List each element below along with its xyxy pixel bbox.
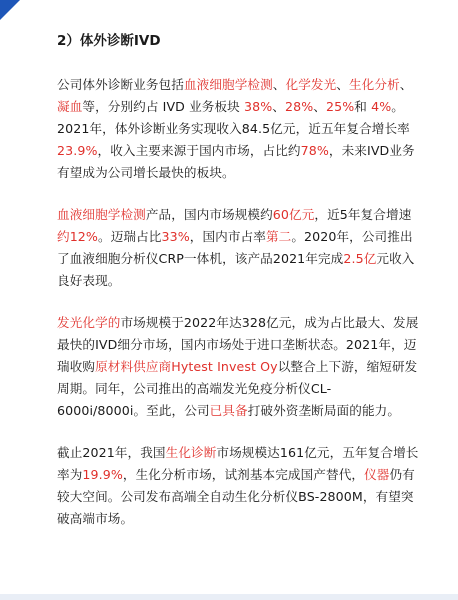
highlighted-text: 78% bbox=[300, 143, 329, 158]
paragraph-3 bbox=[57, 312, 419, 422]
section-heading: 2）体外诊断IVD bbox=[57, 33, 161, 49]
paragraph-2 bbox=[57, 204, 419, 292]
highlighted-text: 33% bbox=[161, 229, 190, 244]
body-text: 公司体外诊断业务包括 bbox=[57, 77, 184, 92]
highlighted-text: 23.9% bbox=[57, 143, 98, 158]
highlighted-text: 约12% bbox=[57, 229, 98, 244]
body-text: 、 bbox=[336, 77, 349, 92]
highlighted-text: 38% bbox=[243, 99, 273, 114]
highlighted-text: 血液细胞学检测 bbox=[183, 77, 273, 92]
highlighted-text: 第二 bbox=[265, 229, 292, 244]
highlighted-text: 生化分析 bbox=[348, 77, 400, 92]
body-text: 和 bbox=[354, 99, 372, 114]
body-text: 截止2021年，我国 bbox=[57, 445, 166, 460]
highlighted-text: 生化诊断 bbox=[165, 445, 217, 460]
article-body bbox=[57, 74, 419, 530]
highlighted-text: 2.5亿 bbox=[343, 251, 377, 266]
highlighted-text: 发光化学的 bbox=[57, 315, 121, 330]
body-text: 等，分别约占 IVD 业务板块 bbox=[82, 99, 244, 114]
highlighted-text: 4% bbox=[371, 99, 392, 114]
body-text: ，国内市占率 bbox=[189, 229, 266, 244]
body-text: 打破外资垄断局面的能力。 bbox=[247, 403, 401, 418]
highlighted-text: 已具备 bbox=[209, 403, 248, 418]
body-text: 市场规模于2022年达328亿元，成为占比最大、发展最快的IVD细分市场，国内市场处于进口垄断状态。2021年，迈瑞收购 bbox=[57, 315, 419, 374]
body-text: ，收入主要来源于国内市场，占比约 bbox=[97, 143, 301, 158]
highlighted-text: 60亿元 bbox=[272, 207, 315, 222]
body-text: 市场规模达161亿元，五年复合增长率为 bbox=[57, 445, 419, 482]
body-text: 元收入良好表现。 bbox=[57, 251, 415, 288]
body-text: 仍有较大空间。公司发布高端全自动生化分析仪BS-2800M，有望突破高端市场。 bbox=[57, 467, 415, 526]
paragraph-4 bbox=[57, 442, 419, 530]
body-text: ，近5年复合增速 bbox=[314, 207, 412, 222]
highlighted-text: 原材料供应商Hytest Invest Oy bbox=[95, 359, 278, 374]
body-text: 。2020年，公司推出了血液细胞分析仪CRP一体机，该产品2021年完成 bbox=[57, 229, 413, 266]
highlighted-text: 凝血 bbox=[57, 99, 83, 114]
body-text: 、 bbox=[272, 99, 285, 114]
body-text: 、 bbox=[272, 77, 286, 92]
paragraph-1 bbox=[57, 74, 419, 184]
highlighted-text: 25% bbox=[325, 99, 355, 114]
body-text: 产品，国内市场规模约 bbox=[145, 207, 273, 222]
corner-decoration bbox=[0, 0, 20, 20]
highlighted-text: 化学发光 bbox=[285, 77, 337, 92]
highlighted-text: 仪器 bbox=[364, 467, 390, 482]
page-footer-strip bbox=[0, 594, 458, 600]
body-text: 、 bbox=[313, 99, 326, 114]
article-section bbox=[57, 30, 419, 550]
highlighted-text: 19.9% bbox=[82, 467, 123, 482]
body-text: 。迈瑞占比 bbox=[98, 229, 162, 244]
highlighted-text: 血液细胞学检测 bbox=[57, 207, 146, 222]
body-text: 、 bbox=[399, 77, 413, 92]
highlighted-text: 28% bbox=[284, 99, 314, 114]
body-text: 以整合上下游，缩短研发周期。同年，公司推出的高端发光免疫分析仪CL-6000i/8000i。至此，公司 bbox=[57, 359, 418, 418]
body-text: ，生化分析市场，试剂基本完成国产替代， bbox=[122, 467, 365, 482]
body-text: 。2021年，体外诊断业务实现收入84.5亿元，近五年复合增长率 bbox=[57, 99, 410, 136]
body-text: ，未来IVD业务有望成为公司增长最快的板块。 bbox=[57, 143, 415, 180]
